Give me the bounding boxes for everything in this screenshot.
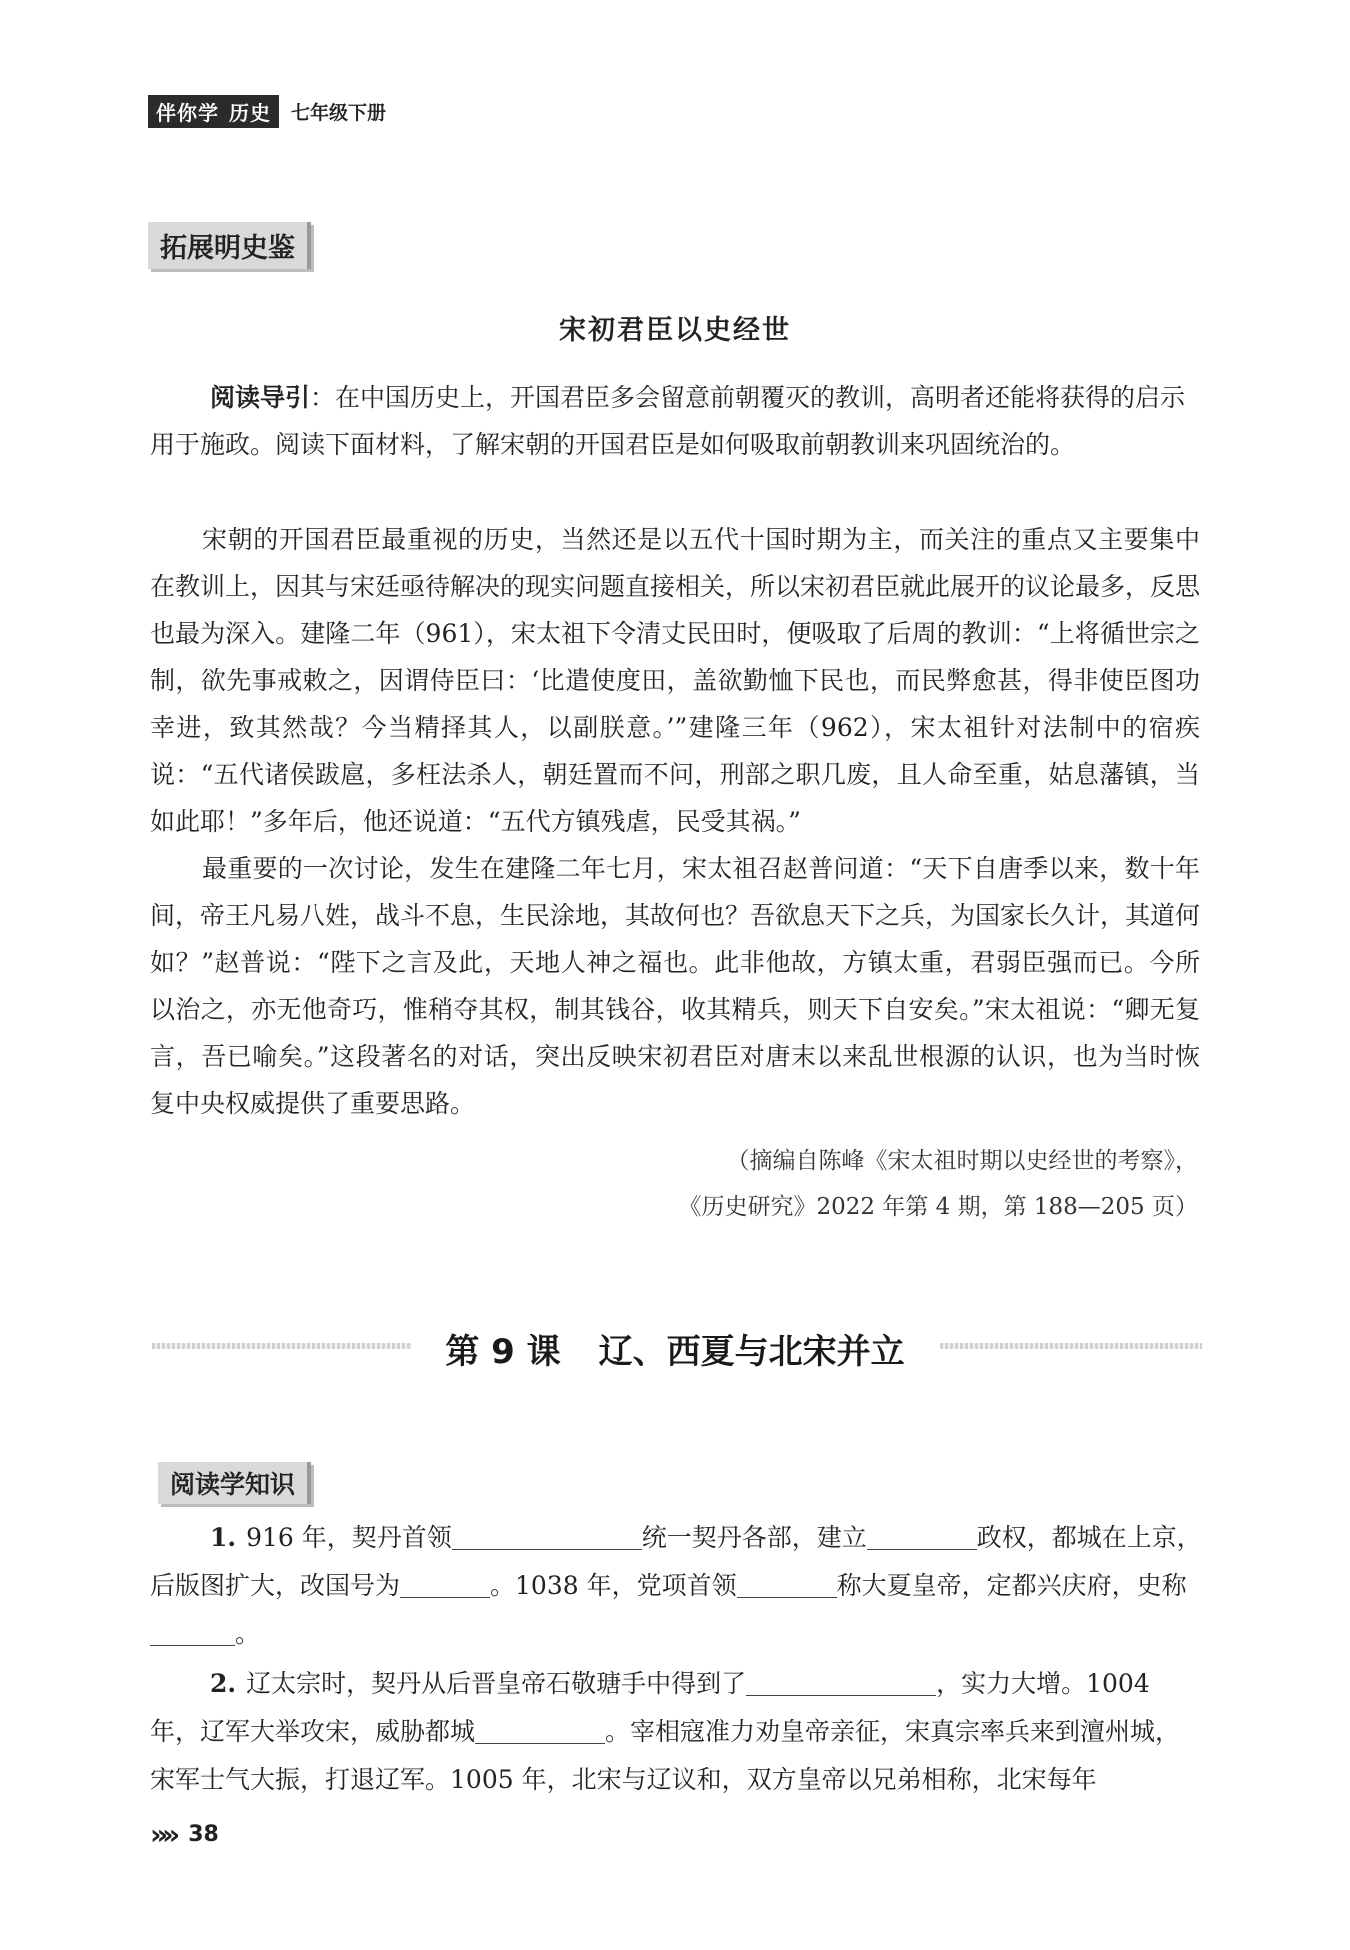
page-footer <box>150 1818 219 1851</box>
answer-blank[interactable] <box>867 1519 977 1550</box>
source-line: （摘编自陈峰《宋太祖时期以史经世的考察》， <box>726 1148 1198 1174</box>
article-paragraph: 宋朝的开国君臣最重视的历史，当然还是以五代十国时期为主，而关注的重点又主要集中在教训上，因其与宋廷亟待解决的现实问题直接相关，所以宋初君臣就此展开的议论最多，反思也最为深入。建隆二年（961），宋太祖下令清丈民田时，便吸取了后周的教训：“上将循世宗之制，欲先事戒敕之，因谓侍臣曰：‘比遣使度田，盖欲勤恤下民也，而民弊愈甚，得非使臣图功幸进，致其然哉？今当精择其人，以副朕意。’”建隆三年（962），宋太祖针对法制中的宿疾说：“五代诸侯跋扈，多枉法杀人，朝廷置而不问，刑部之职几废，且人命至重，姑息藩镇，当如此耶！”多年后，他还说道：“五代方镇残虐，民受其祸。” <box>150 525 1201 836</box>
series-brand <box>148 95 279 128</box>
lesson-title: 辽、西夏与北宋并立 <box>598 1332 905 1372</box>
lesson-number: 第 9 课 <box>445 1332 561 1372</box>
answer-blank[interactable] <box>400 1567 490 1598</box>
question-text: ，实力大增。1004 年，辽军大举攻宋，威胁都城 <box>150 1669 1150 1746</box>
question-text: 。 <box>235 1619 261 1648</box>
article-body <box>150 516 1200 1127</box>
question-2 <box>150 1660 1202 1804</box>
answer-blank[interactable] <box>150 1615 235 1646</box>
lesson-heading <box>0 1324 1350 1373</box>
answer-blank[interactable] <box>737 1567 837 1598</box>
brand-subject: 历史 <box>229 100 271 125</box>
article-source <box>678 1138 1198 1230</box>
guide-text: ：在中国历史上，开国君臣多会留意前朝覆灭的教训，高明者还能将获得的启示用于施政。阅读下面材料，了解宋朝的开国君臣是如何吸取前朝教训来巩固统治的。 <box>150 383 1186 459</box>
section-tag-extension: 拓展明史鉴 <box>148 222 311 269</box>
answer-blank[interactable] <box>475 1713 605 1744</box>
article-paragraph: 最重要的一次讨论，发生在建隆二年七月，宋太祖召赵普问道：“天下自唐季以来，数十年间，帝王凡易八姓，战斗不息，生民涂地，其故何也？吾欲息天下之兵，为国家长久计，其道何如？”赵普说：“陛下之言及此，天地人神之福也。此非他故，方镇太重，君弱臣强而已。今所以治之，亦无他奇巧，惟稍夺其权，制其钱谷，收其精兵，则天下自安矣。”宋太祖说：“卿无复言，吾已喻矣。”这段著名的对话，突出反映宋初君臣对唐末以来乱世根源的认识，也为当时恢复中央权威提供了重要思路。 <box>150 854 1201 1118</box>
brand-name: 伴你学 <box>156 100 219 125</box>
question-text: 辽太宗时，契丹从后晋皇帝石敬瑭手中得到了 <box>246 1669 747 1698</box>
section-tag-reading: 阅读学知识 <box>158 1462 311 1504</box>
article-title: 宋初君臣以史经世 <box>559 315 791 346</box>
question-text: 916 年，契丹首领 <box>246 1523 452 1552</box>
question-text: 称大夏皇帝，定都兴庆府，史称 <box>836 1571 1187 1600</box>
reading-guide <box>150 374 1200 468</box>
question-text: 政权，都城在上京，后版图扩大，改国号为 <box>150 1523 1202 1600</box>
answer-blank[interactable] <box>452 1519 642 1550</box>
question-text: 统一契丹各部，建立 <box>641 1523 867 1552</box>
chevron-right-icon: »» <box>150 1818 175 1851</box>
source-line: 《历史研究》2022 年第 4 期，第 188—205 页） <box>678 1194 1198 1220</box>
grade-label: 七年级下册 <box>291 101 387 124</box>
question-text: 。1038 年，党项首领 <box>490 1571 737 1600</box>
running-header <box>148 96 386 126</box>
question-number: 1. <box>210 1523 237 1552</box>
answer-blank[interactable] <box>746 1665 936 1696</box>
question-number: 2. <box>210 1669 237 1698</box>
guide-label: 阅读导引 <box>210 383 311 412</box>
page-number: 38 <box>188 1822 219 1847</box>
question-text: 。宰相寇准力劝皇帝亲征，宋真宗率兵来到澶州城，宋军士气大振，打退辽军。1005 年，北宋与辽议和，双方皇帝以兄弟相称，北宋每年 <box>150 1717 1181 1794</box>
question-1 <box>150 1514 1202 1658</box>
